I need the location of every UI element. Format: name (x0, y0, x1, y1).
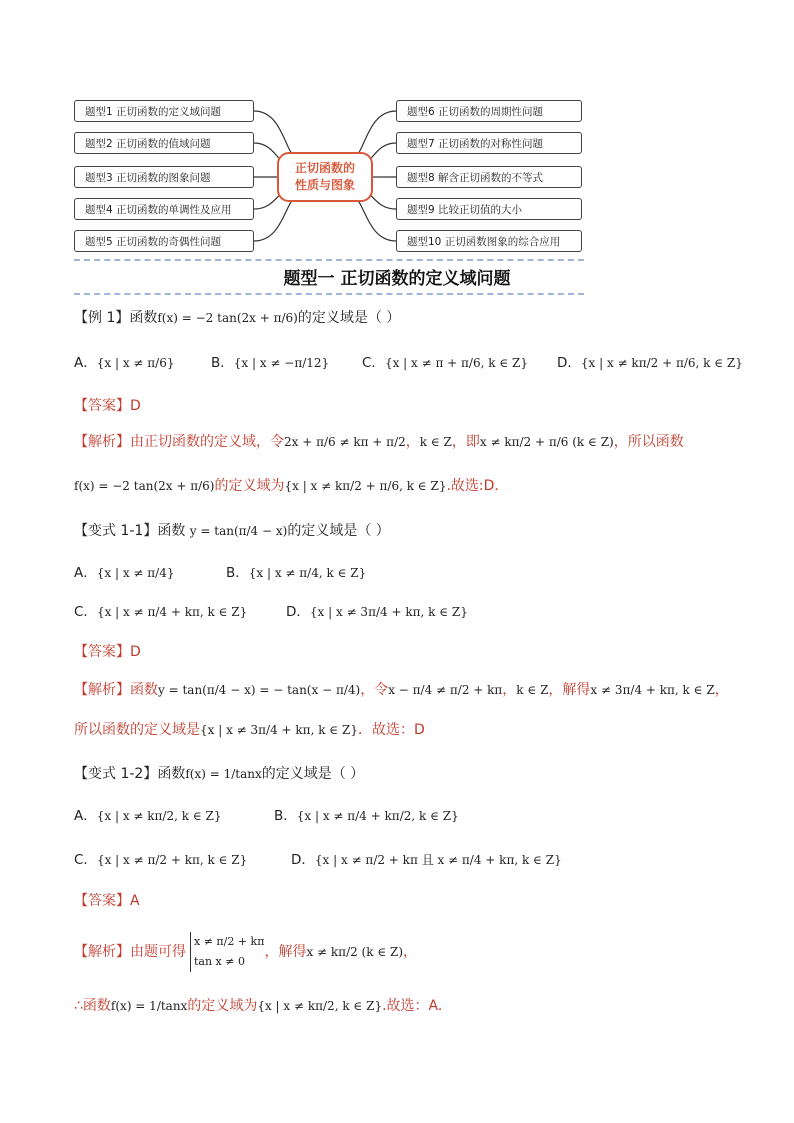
v11-sol1-d: ，解得 (548, 682, 591, 698)
v11-sol1-b: ，令 (360, 682, 389, 698)
v12-option-a (74, 806, 222, 826)
v11-stem-prefix: 【变式 1-1】函数 (74, 523, 186, 539)
v11-stem-formula: y = tan(π/4 − x) (189, 524, 288, 538)
v11-sol1-f3: k ∈ Z (516, 683, 549, 697)
divider-top (74, 259, 584, 261)
ex1-option-c (362, 353, 528, 373)
v11-sol2-a: 所以函数的定义域是 (74, 722, 200, 738)
mindmap-topic-8: 题型8 解含正切函数的不等式 (396, 166, 582, 188)
ex1-sol1-d: ，所以函数 (613, 434, 684, 450)
ex1-solution-tag: 【解析】 (74, 434, 130, 450)
mindmap-topic-6: 题型6 正切函数的周期性问题 (396, 100, 582, 122)
mindmap-topic-2: 题型2 正切函数的值域问题 (74, 132, 254, 154)
v11-option-c (74, 602, 247, 622)
ex1-solution-line1 (74, 432, 684, 452)
ex1-sol2-b: .故选:D． (446, 478, 509, 494)
ex1-stem-formula: f(x) = −2 tan(2x + π/6) (157, 311, 298, 325)
v12-sol2-a: ∴函数 (74, 998, 111, 1014)
ex1-option-b-text: {x | x ≠ −π/12} (233, 356, 330, 370)
ex1-option-d-label: D． (557, 355, 581, 371)
ex1-sol1-a: 由正切函数的定义域，令 (130, 434, 284, 450)
v11-answer (74, 642, 141, 662)
mindmap-topic-7: 题型7 正切函数的对称性问题 (396, 132, 582, 154)
v12-sol1-b: ，解得 (264, 944, 307, 960)
v12-option-c-text: {x | x ≠ π/2 + kπ, k ∈ Z} (96, 853, 248, 867)
ex1-option-a-label: A． (74, 355, 97, 371)
v11-stem-suffix: 的定义域是（ ） (287, 523, 390, 539)
v11-sol1-f4: x ≠ 3π/4 + kπ, k ∈ Z (590, 683, 715, 697)
ex1-sol1-c: ，即 (451, 434, 480, 450)
v12-sol1-c: ， (403, 944, 418, 960)
v12-stem (74, 764, 364, 784)
v12-option-b-label: B． (274, 808, 297, 824)
v11-sol1-f2: x − π/4 ≠ π/2 + kπ (388, 683, 503, 697)
v12-solution-system (190, 932, 264, 972)
ex1-sol2-f2: {x | x ≠ kπ/2 + π/6, k ∈ Z} (284, 479, 447, 493)
v11-option-a-label: A． (74, 565, 97, 581)
v11-solution-tag: 【解析】 (74, 682, 130, 698)
v12-sol2-c: .故选：A. (382, 998, 443, 1014)
v11-option-d-text: {x | x ≠ 3π/4 + kπ, k ∈ Z} (309, 605, 468, 619)
ex1-option-a (74, 353, 174, 373)
v12-sol2-b: 的定义域为 (187, 998, 258, 1014)
mindmap-connectors (0, 0, 794, 260)
v11-answer-tag: 【答案】 (74, 644, 130, 660)
mindmap-center-line2: 性质与图象 (294, 178, 355, 192)
mindmap-topic-5: 题型5 正切函数的奇偶性问题 (74, 230, 254, 252)
divider-bottom (74, 293, 584, 295)
v11-sol1-a: 函数 (130, 682, 158, 698)
mindmap-center-line1: 正切函数的 (294, 161, 355, 175)
v11-sol2-b: ．故选：D (357, 722, 425, 738)
ex1-stem-suffix: 的定义域是（ ） (297, 310, 401, 326)
ex1-answer (74, 396, 141, 416)
v12-answer (74, 891, 140, 911)
v11-answer-value: D (130, 644, 141, 660)
v11-option-c-label: C． (74, 604, 97, 620)
v12-sol-sys2: tan x ≠ 0 (194, 955, 245, 968)
ex1-sol1-f1: 2x + π/6 ≠ kπ + π/2 (284, 435, 406, 449)
mindmap-topic-3: 题型3 正切函数的图象问题 (74, 166, 254, 188)
v12-sol2-f1: f(x) = 1/tanx (110, 999, 188, 1013)
v12-solution-line2 (74, 996, 442, 1016)
mindmap-topic-10: 题型10 正切函数图象的综合应用 (396, 230, 582, 252)
v11-option-b-label: B． (226, 565, 249, 581)
v12-sol1-f1: x ≠ kπ/2 (k ∈ Z) (306, 945, 404, 959)
mindmap-topic-1: 题型1 正切函数的定义域问题 (74, 100, 254, 122)
ex1-option-a-text: {x | x ≠ π/6} (96, 356, 175, 370)
v11-stem (74, 521, 390, 541)
v12-option-d-label: D． (291, 852, 315, 868)
v11-solution-line2 (74, 720, 425, 740)
v12-sol-sys1: x ≠ π/2 + kπ (194, 935, 265, 948)
v11-option-d (286, 602, 468, 622)
ex1-option-b (211, 353, 329, 373)
v12-answer-value: A (130, 893, 140, 909)
v12-option-d (291, 850, 562, 870)
v12-stem-formula: f(x) = 1/tanx (185, 767, 262, 781)
ex1-option-b-label: B． (211, 355, 234, 371)
v12-stem-prefix: 【变式 1-2】函数 (74, 766, 186, 782)
v12-option-c-label: C． (74, 852, 97, 868)
ex1-option-c-text: {x | x ≠ π + π/6, k ∈ Z} (384, 356, 528, 370)
ex1-sol1-b: ， (405, 434, 420, 450)
v11-option-c-text: {x | x ≠ π/4 + kπ, k ∈ Z} (96, 605, 248, 619)
ex1-option-d (557, 353, 743, 373)
v12-solution-tag: 【解析】 (74, 944, 130, 960)
v11-sol1-f1: y = tan(π/4 − x) = − tan(x − π/4) (158, 683, 361, 697)
v12-option-b-text: {x | x ≠ π/4 + kπ/2, k ∈ Z} (296, 809, 459, 823)
v11-option-b-text: {x | x ≠ π/4, k ∈ Z} (248, 566, 367, 580)
ex1-stem (74, 308, 400, 328)
v11-sol2-f1: {x | x ≠ 3π/4 + kπ, k ∈ Z} (200, 723, 358, 737)
v12-option-a-label: A． (74, 808, 97, 824)
ex1-answer-tag: 【答案】 (74, 398, 130, 414)
v12-answer-tag: 【答案】 (74, 893, 130, 909)
ex1-sol1-f2: k ∈ Z (419, 435, 452, 449)
v12-option-b (274, 806, 459, 826)
section-title: 题型一 正切函数的定义域问题 (283, 269, 511, 289)
ex1-sol2-f1: f(x) = −2 tan(2x + π/6) (74, 479, 215, 493)
v11-sol1-c: ， (502, 682, 517, 698)
v11-option-b (226, 563, 366, 583)
ex1-sol1-f3: x ≠ kπ/2 + π/6 (k ∈ Z) (479, 435, 614, 449)
ex1-answer-value: D (130, 398, 141, 414)
v11-sol1-e: ， (714, 682, 729, 698)
ex1-solution-line2 (74, 476, 508, 496)
v12-option-c (74, 850, 247, 870)
mindmap-topic-4: 题型4 正切函数的单调性及应用 (74, 198, 254, 220)
v11-solution-line1 (74, 680, 729, 700)
v12-option-d-text: {x | x ≠ π/2 + kπ 且 x ≠ π/4 + kπ, k ∈ Z} (314, 853, 562, 867)
v12-sol1-a: 由题可得 (130, 944, 186, 960)
v11-option-d-label: D． (286, 604, 310, 620)
v11-option-a-text: {x | x ≠ π/4} (96, 566, 175, 580)
ex1-option-c-label: C． (362, 355, 385, 371)
v12-sol2-f2: {x | x ≠ kπ/2, k ∈ Z} (257, 999, 383, 1013)
v11-option-a (74, 563, 174, 583)
v12-solution-line1 (74, 932, 417, 972)
mindmap-topic-9: 题型9 比较正切值的大小 (396, 198, 582, 220)
ex1-option-d-text: {x | x ≠ kπ/2 + π/6, k ∈ Z} (580, 356, 743, 370)
v12-option-a-text: {x | x ≠ kπ/2, k ∈ Z} (96, 809, 222, 823)
ex1-stem-prefix: 【例 1】函数 (74, 310, 158, 326)
ex1-sol2-a: 的定义域为 (214, 478, 285, 494)
mindmap-center (277, 152, 373, 202)
v12-stem-suffix: 的定义域是（ ） (261, 766, 365, 782)
